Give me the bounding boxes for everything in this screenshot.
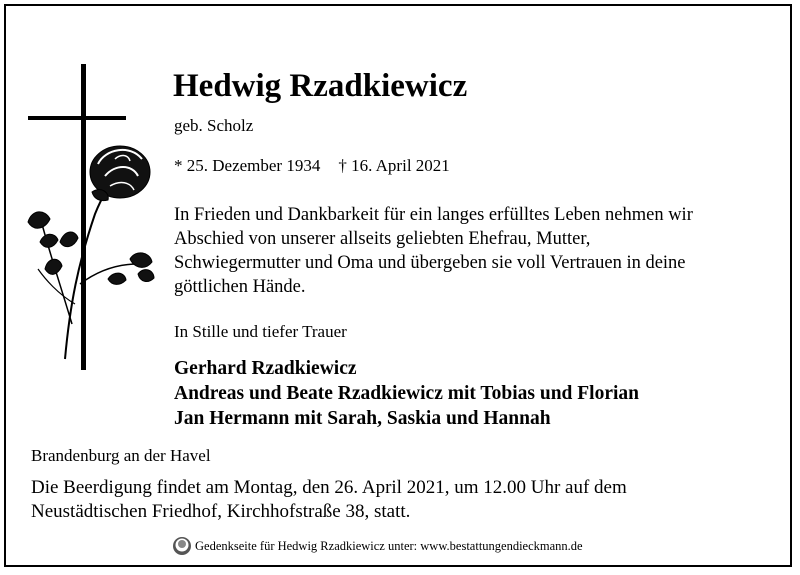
place: Brandenburg an der Havel (31, 446, 211, 465)
funeral-home-logo (172, 536, 192, 556)
funeral-line: Neustädtischen Friedhof, Kirchhofstraße 38, statt. (31, 501, 411, 522)
funeral-line: Die Beerdigung findet am Montag, den 26. April 2021, um 12.00 Uhr auf dem (31, 477, 627, 498)
cross-rose-illustration (20, 64, 160, 372)
mourners-list (174, 356, 639, 431)
funeral-details (31, 476, 627, 524)
mourner: Andreas und Beate Rzadkiewicz mit Tobias und Florian (174, 383, 640, 404)
death-date: † 16. April 2021 (338, 156, 450, 175)
birth-date: * 25. Dezember 1934 (174, 156, 321, 175)
maiden-name: geb. Scholz (174, 116, 254, 135)
deceased-name: Hedwig Rzadkiewicz (173, 68, 468, 104)
memorial-page-footer (172, 536, 583, 556)
text-line: In Frieden und Dankbarkeit für ein langes erfülltes Leben nehmen wir (174, 205, 693, 225)
text-line: Abschied von unserer allseits geliebten Ehefrau, Mutter, (174, 229, 591, 249)
mourner: Jan Hermann mit Sarah, Saskia und Hannah (174, 408, 551, 429)
life-dates (174, 156, 450, 176)
mourner: Gerhard Rzadkiewicz (174, 358, 357, 379)
text-line: Schwiegermutter und Oma und übergeben sie voll Vertrauen in deine (174, 253, 686, 273)
mourning-intro: In Stille und tiefer Trauer (174, 322, 347, 341)
farewell-text (174, 203, 774, 299)
footer-text: Gedenkseite für Hedwig Rzadkiewicz unter: www.bestattungendieckmann.de (195, 538, 583, 553)
text-line: göttlichen Hände. (174, 277, 306, 297)
rose-icon (28, 146, 154, 359)
